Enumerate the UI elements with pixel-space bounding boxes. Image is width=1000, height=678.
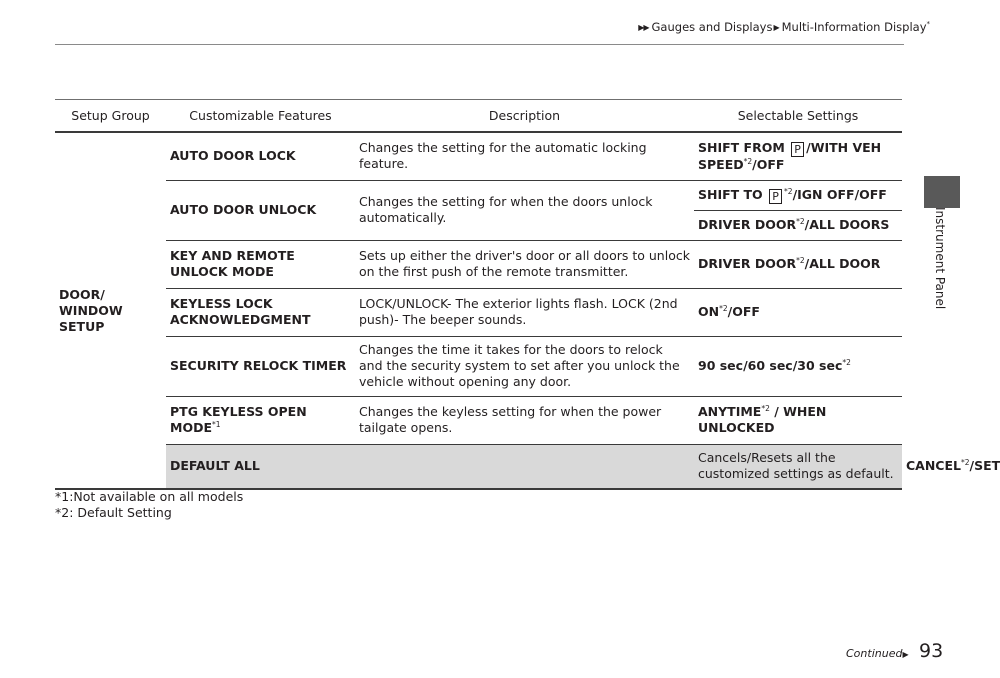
setup-group-default-all: DEFAULT ALL	[166, 444, 355, 489]
table-row	[55, 132, 902, 180]
feature-description: Sets up either the driver's door or all doors to unlock on the first push of the remote transmitter.	[355, 240, 694, 288]
feature-name: KEYLESS LOCK ACKNOWLEDGMENT	[166, 288, 355, 336]
section-tab-marker	[924, 176, 960, 208]
feature-description: Changes the keyless setting for when the power tailgate opens.	[355, 396, 694, 444]
setting-options: SHIFT FROM P /WITH VEH SPEED$^{*2}$/OFF	[694, 132, 902, 180]
feature-description: Changes the setting for the automatic locking feature.	[355, 132, 694, 180]
setting-options: SHIFT TO P $^{*2}$/IGN OFF/OFF	[694, 180, 902, 210]
feature-name: AUTO DOOR LOCK	[166, 132, 355, 180]
breadcrumb-item-gauges[interactable]: Gauges and Displays	[651, 20, 773, 34]
feature-description: Changes the setting for when the doors unlock automatically.	[355, 180, 694, 240]
continued-label: Continued▶	[846, 647, 909, 660]
feature-name-empty	[355, 444, 694, 489]
feature-description: LOCK/UNLOCK- The exterior lights flash. LOCK (2nd push)- The beeper sounds.	[355, 288, 694, 336]
feature-name: SECURITY RELOCK TIMER	[166, 336, 355, 396]
feature-name: KEY AND REMOTE UNLOCK MODE	[166, 240, 355, 288]
setup-group-door-window: DOOR/ WINDOW SETUP	[55, 132, 166, 489]
table-row-default-all: DEFAULT ALL Cancels/Resets all the customized settings as default. CANCEL$^{*2}$/SET	[55, 444, 902, 489]
setting-options: ON$^{*2}$/OFF	[694, 288, 902, 336]
arrow-icon: ▶	[773, 23, 780, 32]
park-p-icon: P	[791, 142, 804, 157]
breadcrumb-footnote-mark: *	[926, 20, 930, 29]
setting-options: 90 sec/60 sec/30 $\sec^{*2}$	[694, 336, 902, 396]
table-row	[55, 396, 902, 444]
double-arrow-icon: ▶▶	[638, 23, 649, 32]
table-header-row	[55, 100, 902, 133]
park-p-icon: P	[769, 189, 782, 204]
page-number: 93	[919, 640, 944, 662]
table-row	[55, 288, 902, 336]
table-row	[55, 240, 902, 288]
feature-name: PTG KEYLESS OPEN MODE$^{*1}$	[166, 396, 355, 444]
header-description: Description	[355, 100, 694, 133]
header-selectable-settings: Selectable Settings	[694, 100, 902, 133]
breadcrumb	[0, 20, 930, 34]
header-rule	[55, 44, 904, 45]
feature-description: Changes the time it takes for the doors to relock and the security system to set after you unlock the vehicle without opening any door.	[355, 336, 694, 396]
footnote-1: *1:Not available on all models	[55, 489, 244, 504]
feature-description: Cancels/Resets all the customized settings as default.	[694, 444, 902, 489]
table-row	[55, 336, 902, 396]
header-setup-group: Setup Group	[55, 100, 166, 133]
footnotes	[55, 489, 243, 521]
header-customizable-features: Customizable Features	[166, 100, 355, 133]
continued-arrow-icon: ▶	[902, 650, 909, 659]
setting-options: DRIVER DOOR$^{*2}$/ALL DOOR	[694, 240, 902, 288]
setting-options: ANYTIME$^{*2}$ / WHEN UNLOCKED	[694, 396, 902, 444]
section-tab-label: Instrument Panel	[933, 207, 947, 310]
table-row	[55, 180, 902, 210]
breadcrumb-item-multi-info[interactable]: Multi-Information Display	[781, 20, 927, 34]
footnote-2: *2: Default Setting	[55, 505, 172, 520]
feature-name: AUTO DOOR UNLOCK	[166, 180, 355, 240]
setting-options: DRIVER DOOR$^{*2}$/ALL DOORS	[694, 210, 902, 240]
